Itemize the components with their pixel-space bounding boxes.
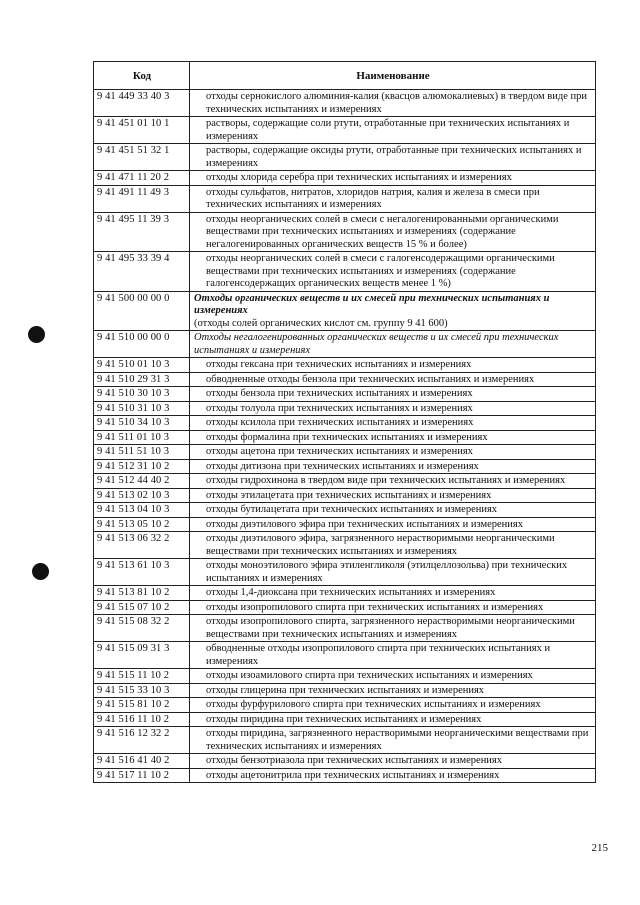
row-name: отходы ксилола при технических испытаниях и измерениях [206, 417, 474, 428]
row-name: отходы ацетонитрила при технических испытаниях и измерениях [206, 769, 500, 781]
row-code: 9 41 513 81 10 2 [94, 586, 190, 601]
row-name-cell [190, 698, 596, 713]
row-name-cell [190, 90, 596, 117]
table-row [94, 600, 596, 615]
table-row [94, 727, 596, 754]
row-code: 9 41 495 11 39 3 [94, 212, 190, 252]
row-name: отходы глицерина при технических испытаниях и измерениях [206, 684, 485, 696]
row-name: обводненные отходы изопропилового спирта при технических испытаниях и измерениях [206, 643, 551, 667]
row-code: 9 41 517 11 10 2 [94, 768, 190, 783]
column-header-name: Наименование [190, 62, 596, 90]
row-name: отходы ацетона при технических испытаниях и измерениях [206, 446, 473, 457]
row-name-cell [190, 212, 596, 252]
table-row [94, 503, 596, 518]
row-name-cell [190, 642, 596, 669]
row-name: отходы моноэтилового эфира этиленгликоля (этилцеллозольва) при технических испытаниях и измерениях [206, 560, 568, 584]
table-row [94, 698, 596, 713]
row-name-cell [190, 331, 596, 358]
row-name-cell [190, 669, 596, 684]
table-row [94, 144, 596, 171]
row-code: 9 41 513 05 10 2 [94, 517, 190, 532]
row-code: 9 41 510 31 10 3 [94, 401, 190, 416]
row-code: 9 41 471 11 20 2 [94, 171, 190, 186]
row-name: Отходы органических веществ и их смесей при технических испытаниях и измерениях [194, 292, 550, 316]
row-name: Отходы негалогенированных органических веществ и их смесей при технических испытаниях и измерениях [194, 332, 559, 356]
row-name: отходы диэтилового эфира, загрязненного нерастворимыми неорганическими веществами при технических испытаниях и измерениях [206, 533, 555, 557]
row-code: 9 41 451 51 32 1 [94, 144, 190, 171]
table-row [94, 171, 596, 186]
page-number: 215 [591, 842, 608, 854]
row-name: отходы формалина при технических испытаниях и измерениях [206, 431, 488, 443]
table-row [94, 712, 596, 727]
row-name-cell [190, 712, 596, 727]
row-name-cell [190, 291, 596, 331]
table-row [94, 669, 596, 684]
table-row [94, 559, 596, 586]
row-code: 9 41 510 00 00 0 [94, 331, 190, 358]
row-name-cell [190, 727, 596, 754]
row-name: отходы бензотриазола при технических испытаниях и измерениях [206, 755, 503, 766]
row-name-cell [190, 488, 596, 503]
row-name-cell [190, 474, 596, 489]
table-row [94, 517, 596, 532]
row-name-cell [190, 144, 596, 171]
row-name-cell [190, 117, 596, 144]
row-name: отходы сернокислого алюминия-калия (квасцов алюмокалиевых) в твердом виде при технических испытаниях и измерениях [206, 91, 587, 115]
row-name-cell [190, 503, 596, 518]
row-code: 9 41 512 44 40 2 [94, 474, 190, 489]
row-name: отходы изопропилового спирта, загрязненного нерастворимыми неорганическими веществами при технических испытаниях и измерениях [206, 616, 575, 640]
row-name: отходы неорганических солей в смеси с негалогенированными органическими веществами при технических испытаниях и измерениях (содержание негалогенированных органических веществ 15 % и более) [206, 213, 559, 250]
row-name: отходы гексана при технических испытаниях и измерениях [206, 359, 472, 370]
row-name: растворы, содержащие соли ртути, отработанные при технических испытаниях и измерениях [206, 118, 570, 142]
row-name-cell [190, 445, 596, 460]
row-name-cell [190, 586, 596, 601]
waste-codes-table [93, 61, 596, 783]
table-row [94, 488, 596, 503]
row-code: 9 41 511 01 10 3 [94, 430, 190, 445]
row-note: (отходы солей органических кислот см. группу 9 41 600) [194, 317, 448, 329]
row-name-cell [190, 615, 596, 642]
punch-hole-top [28, 326, 45, 343]
row-name-cell [190, 372, 596, 387]
table-row [94, 430, 596, 445]
table-row [94, 642, 596, 669]
row-name: отходы пиридина, загрязненного нерастворимыми неорганическими веществами при технических испытаниях и измерениях [206, 728, 589, 752]
table-row [94, 372, 596, 387]
row-name-cell [190, 252, 596, 292]
table-row [94, 185, 596, 212]
row-name-cell [190, 171, 596, 186]
row-code: 9 41 513 61 10 3 [94, 559, 190, 586]
row-name-cell [190, 185, 596, 212]
row-code: 9 41 513 06 32 2 [94, 532, 190, 559]
row-name-cell [190, 600, 596, 615]
row-code: 9 41 512 31 10 2 [94, 459, 190, 474]
row-code: 9 41 515 81 10 2 [94, 698, 190, 713]
row-name-cell [190, 768, 596, 783]
table-row [94, 358, 596, 373]
row-name-cell [190, 517, 596, 532]
row-name: обводненные отходы бензола при технических испытаниях и измерениях [206, 373, 535, 385]
row-name-cell [190, 559, 596, 586]
row-name: отходы изопропилового спирта при технических испытаниях и измерениях [206, 601, 544, 613]
row-code: 9 41 516 41 40 2 [94, 754, 190, 769]
row-name: отходы сульфатов, нитратов, хлоридов натрия, калия и железа в смеси при технических испытаниях и измерениях [206, 186, 540, 210]
row-code: 9 41 513 04 10 3 [94, 503, 190, 518]
row-name: отходы фурфурилового спирта при технических испытаниях и измерениях [206, 699, 541, 710]
row-code: 9 41 495 33 39 4 [94, 252, 190, 292]
row-code: 9 41 510 29 31 3 [94, 372, 190, 387]
row-code: 9 41 516 11 10 2 [94, 712, 190, 727]
table-row [94, 416, 596, 431]
table-header-row [94, 62, 596, 90]
table-row [94, 401, 596, 416]
table-row [94, 532, 596, 559]
row-code: 9 41 500 00 00 0 [94, 291, 190, 331]
row-code: 9 41 510 34 10 3 [94, 416, 190, 431]
row-name: отходы неорганических солей в смеси с галогенсодержащими органическими веществами при технических испытаниях и измерениях (содержание галогенсодержащих органических веществ менее 1 %) [206, 253, 555, 289]
row-name: отходы изоамилового спирта при технических испытаниях и измерениях [206, 670, 533, 681]
table-row [94, 291, 596, 331]
row-name: растворы, содержащие оксиды ртути, отработанные при технических испытаниях и измерениях [206, 145, 582, 169]
table-row [94, 459, 596, 474]
row-code: 9 41 516 12 32 2 [94, 727, 190, 754]
row-code: 9 41 449 33 40 3 [94, 90, 190, 117]
table-row [94, 754, 596, 769]
row-name-cell [190, 754, 596, 769]
row-name-cell [190, 416, 596, 431]
row-code: 9 41 515 33 10 3 [94, 683, 190, 698]
row-name: отходы бутилацетата при технических испытаниях и измерениях [206, 504, 498, 515]
table-row [94, 615, 596, 642]
row-name-cell [190, 430, 596, 445]
table-row [94, 117, 596, 144]
row-code: 9 41 510 30 10 3 [94, 387, 190, 402]
row-code: 9 41 515 11 10 2 [94, 669, 190, 684]
row-name-cell [190, 401, 596, 416]
row-name: отходы 1,4-диоксана при технических испытаниях и измерениях [206, 587, 496, 598]
row-name: отходы гидрохинона в твердом виде при технических испытаниях и измерениях [206, 475, 566, 486]
punch-hole-bottom [32, 563, 49, 580]
row-name: отходы пиридина при технических испытаниях и измерениях [206, 713, 482, 725]
row-name: отходы хлорида серебра при технических испытаниях и измерениях [206, 172, 512, 183]
row-code: 9 41 515 09 31 3 [94, 642, 190, 669]
table-row [94, 331, 596, 358]
row-name-cell [190, 459, 596, 474]
table-row [94, 474, 596, 489]
row-code: 9 41 515 07 10 2 [94, 600, 190, 615]
row-code: 9 41 515 08 32 2 [94, 615, 190, 642]
row-code: 9 41 491 11 49 3 [94, 185, 190, 212]
row-code: 9 41 511 51 10 3 [94, 445, 190, 460]
table-row [94, 90, 596, 117]
row-name-cell [190, 683, 596, 698]
table-body [94, 90, 596, 783]
row-name: отходы толуола при технических испытаниях и измерениях [206, 402, 473, 414]
row-name: отходы бензола при технических испытаниях и измерениях [206, 388, 473, 399]
row-name-cell [190, 387, 596, 402]
column-header-code: Код [94, 62, 190, 90]
row-name: отходы этилацетата при технических испытаниях и измерениях [206, 489, 492, 501]
row-code: 9 41 451 01 10 1 [94, 117, 190, 144]
table-row [94, 768, 596, 783]
row-name-cell [190, 358, 596, 373]
row-name-cell [190, 532, 596, 559]
table-row [94, 683, 596, 698]
row-code: 9 41 510 01 10 3 [94, 358, 190, 373]
row-name: отходы диэтилового эфира при технических испытаниях и измерениях [206, 518, 523, 530]
table-row [94, 252, 596, 292]
table-row [94, 387, 596, 402]
table-row [94, 586, 596, 601]
row-code: 9 41 513 02 10 3 [94, 488, 190, 503]
table-row [94, 212, 596, 252]
table-row [94, 445, 596, 460]
row-name: отходы дитизона при технических испытаниях и измерениях [206, 460, 479, 472]
